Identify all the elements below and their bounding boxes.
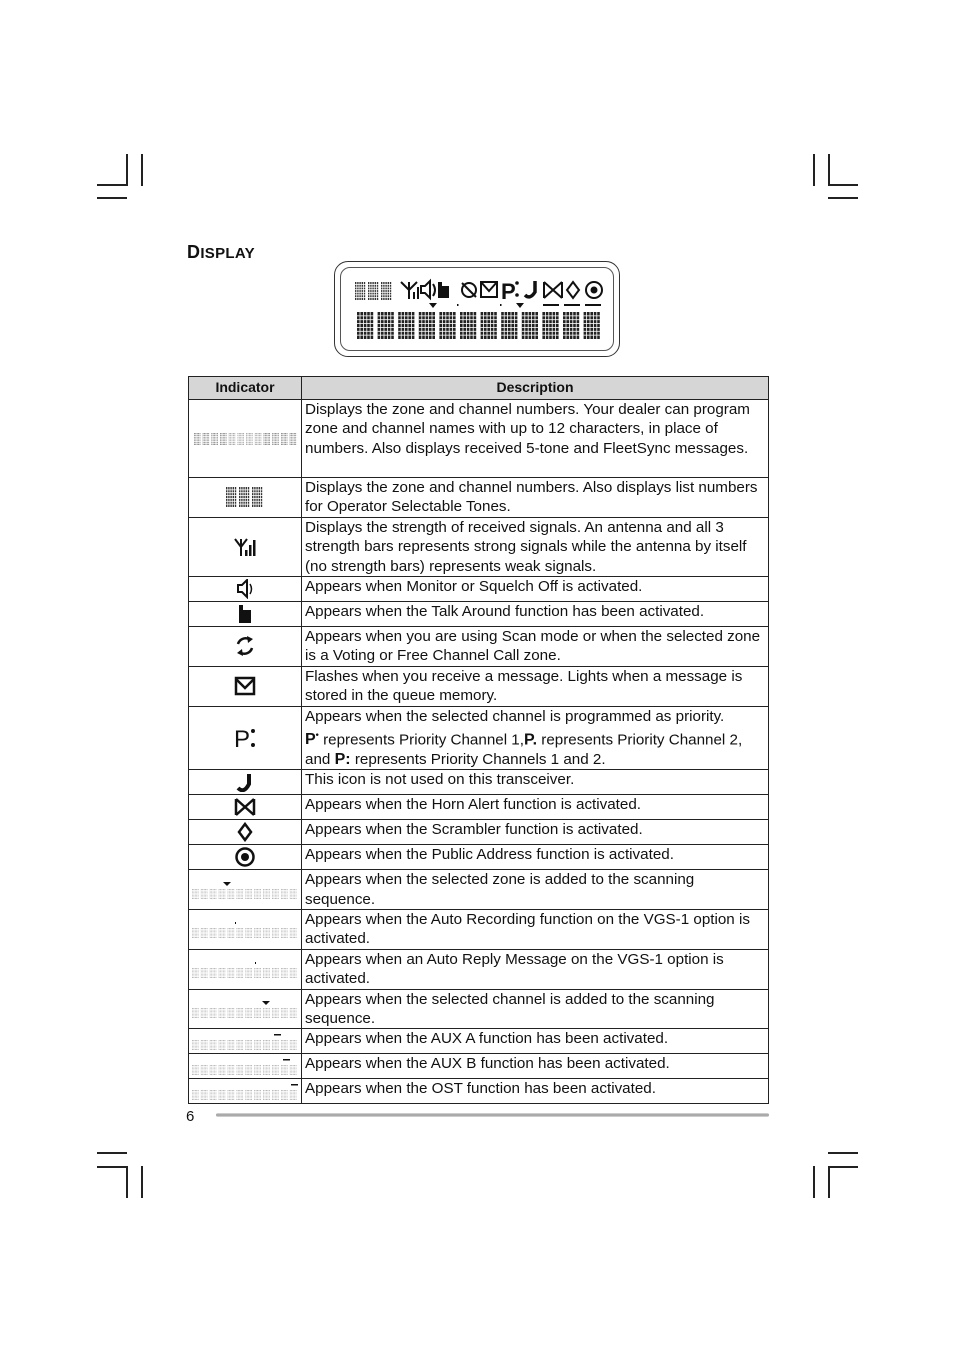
dot-matrix-3-char-icon xyxy=(189,478,302,518)
row-description: Appears when the Horn Alert function is activated. xyxy=(302,795,769,820)
row-description: Appears when the Scrambler function is activated. xyxy=(302,820,769,845)
table-row xyxy=(189,770,769,795)
table-row xyxy=(189,478,769,518)
speaker-icon xyxy=(189,577,302,602)
table-row xyxy=(189,845,769,870)
row-description: Appears when the Public Address function is activated. xyxy=(302,845,769,870)
row-description: Appears when Monitor or Squelch Off is activated. xyxy=(302,577,769,602)
crop-mark xyxy=(828,154,830,186)
auto-reply-marker-icon xyxy=(189,949,302,989)
crop-mark xyxy=(97,1166,127,1168)
crop-mark xyxy=(97,197,127,199)
table-row xyxy=(189,1054,769,1079)
dot-matrix-3-char-icon xyxy=(225,486,265,508)
crop-mark xyxy=(813,1166,815,1198)
table-row xyxy=(189,949,769,989)
table-row xyxy=(189,1079,769,1104)
page-number: 6 xyxy=(186,1108,195,1125)
aux-a-marker-icon xyxy=(189,1029,302,1054)
envelope-icon xyxy=(189,666,302,706)
zone-scan-marker-icon xyxy=(190,880,300,900)
footer-rule xyxy=(216,1113,769,1117)
talk-around-icon xyxy=(237,604,253,624)
row-description: Appears when the Talk Around function has been activated. xyxy=(302,602,769,627)
row-description: Appears when you are using Scan mode or when the selected zone is a Voting or Free Channel Call zone. xyxy=(302,627,769,667)
row-description: Appears when the selected channel is programmed as priority. P• represents Priority Channel 1,P. represents Priority Channel 2, and P: represents Priority Channels 1 and 2. xyxy=(302,706,769,770)
auto-recording-marker-icon xyxy=(190,919,300,939)
scan-icon xyxy=(234,635,256,657)
scan-icon xyxy=(189,627,302,667)
priority-2-icon: P. xyxy=(523,731,538,749)
public-address-icon xyxy=(234,846,256,868)
row-description: Appears when an Auto Reply Message on the VGS-1 option is activated. xyxy=(302,949,769,989)
crop-mark xyxy=(141,154,143,186)
row-description: Appears when the selected channel is added to the scanning sequence. xyxy=(302,989,769,1029)
table-row xyxy=(189,666,769,706)
row-description: Appears when the AUX A function has been activated. xyxy=(302,1029,769,1054)
row-description: Appears when the selected zone is added to the scanning sequence. xyxy=(302,870,769,910)
table-row xyxy=(189,627,769,667)
ost-marker-icon xyxy=(190,1083,300,1101)
priority-1-icon: P• xyxy=(305,730,319,749)
row-description: This icon is not used on this transceiver. xyxy=(302,770,769,795)
priority-icon xyxy=(189,706,302,770)
channel-scan-marker-icon xyxy=(189,989,302,1029)
column-header-indicator: Indicator xyxy=(189,377,302,400)
horn-alert-icon xyxy=(189,795,302,820)
crop-mark xyxy=(126,1166,128,1198)
row-description: Appears when the OST function has been activated. xyxy=(302,1079,769,1104)
table-row xyxy=(189,400,769,478)
speaker-icon xyxy=(236,579,254,599)
row-description: Appears when the Auto Recording function on the VGS-1 option is activated. xyxy=(302,910,769,950)
aux-b-marker-icon xyxy=(190,1058,300,1076)
phone-icon xyxy=(189,770,302,795)
section-title: DISPLAY xyxy=(187,242,255,262)
crop-mark xyxy=(828,184,858,186)
row-description: Displays the zone and channel numbers. Your dealer can program zone and channel names with up to 12 characters, in place of numbers. Also displays received 5-tone and FleetSync messages. xyxy=(302,400,769,478)
scrambler-icon xyxy=(237,822,253,842)
table-row xyxy=(189,602,769,627)
crop-mark xyxy=(828,1166,830,1198)
lcd-display-illustration xyxy=(334,261,620,357)
indicator-table xyxy=(188,376,769,1104)
auto-reply-marker-icon xyxy=(190,959,300,979)
scrambler-icon xyxy=(189,820,302,845)
row-description: Appears when the AUX B function has been activated. xyxy=(302,1054,769,1079)
priority-icon xyxy=(233,726,257,750)
crop-mark xyxy=(828,1166,858,1168)
crop-mark xyxy=(828,197,858,199)
crop-mark xyxy=(828,1152,858,1154)
priority-1-and-2-icon: P: xyxy=(334,750,351,768)
public-address-icon xyxy=(189,845,302,870)
row-description: Displays the strength of received signals. An antenna and all 3 strength bars represents strong signals while the antenna by itself (no strength bars) represents weak signals. xyxy=(302,517,769,576)
lcd-segments-icon xyxy=(335,262,621,358)
aux-a-marker-icon xyxy=(190,1033,300,1051)
svg-text:P: P xyxy=(234,725,251,750)
envelope-icon xyxy=(234,676,256,696)
phone-icon xyxy=(236,772,254,792)
table-row xyxy=(189,1029,769,1054)
dot-matrix-12-char-icon xyxy=(189,400,302,478)
zone-scan-marker-icon xyxy=(189,870,302,910)
signal-strength-icon xyxy=(189,517,302,576)
crop-mark xyxy=(813,154,815,186)
table-row xyxy=(189,517,769,576)
table-row xyxy=(189,795,769,820)
crop-mark xyxy=(141,1166,143,1198)
column-header-description: Description xyxy=(302,377,769,400)
crop-mark xyxy=(97,184,127,186)
svg-text:P: P xyxy=(501,279,516,304)
signal-strength-icon xyxy=(233,536,257,558)
crop-mark xyxy=(97,1152,127,1154)
table-row xyxy=(189,706,769,770)
auto-recording-marker-icon xyxy=(189,910,302,950)
table-row xyxy=(189,910,769,950)
crop-mark xyxy=(126,154,128,186)
talk-around-icon xyxy=(189,602,302,627)
table-row xyxy=(189,989,769,1029)
row-description: Displays the zone and channel numbers. Also displays list numbers for Operator Selectable Tones. xyxy=(302,478,769,518)
table-row xyxy=(189,577,769,602)
ost-marker-icon xyxy=(189,1079,302,1104)
aux-b-marker-icon xyxy=(189,1054,302,1079)
table-row xyxy=(189,820,769,845)
dot-matrix-12-char-icon xyxy=(192,432,298,446)
channel-scan-marker-icon xyxy=(190,999,300,1019)
table-row xyxy=(189,870,769,910)
row-description: Flashes when you receive a message. Lights when a message is stored in the queue memory. xyxy=(302,666,769,706)
horn-alert-icon xyxy=(234,797,256,817)
